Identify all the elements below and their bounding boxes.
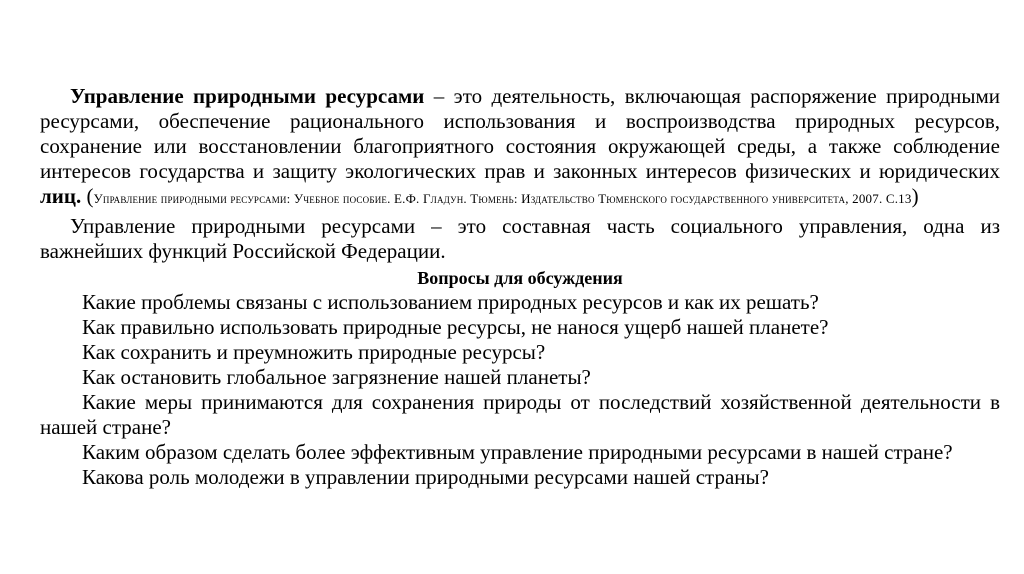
definition-paragraph [40, 84, 1000, 211]
citation-text: Управление природными ресурсами: Учебное пособие. Е.Ф. Гладун. Тюмень: Издательство Тюменского государственного университета, 2007. С.13 [93, 191, 912, 206]
slide-content [40, 84, 1000, 490]
definition-text: – это деятельность, включающая распоряжение природными ресурсами, обеспечение рационального использования и воспроизводства природных ресурсов, сохранение или восстановлении благоприятного состояния окружающей среды, а также соблюдение интересов государства и защиту экологических прав и законных интересов физических и юридических [40, 84, 1001, 183]
question-item: Как правильно использовать природные ресурсы, не нанося ущерб нашей планете? [82, 315, 829, 339]
question-item: Какие меры принимаются для сохранения природы от последствий хозяйственной деятельности в нашей стране? [40, 390, 1000, 439]
question-item: Как остановить глобальное загрязнение нашей планеты? [82, 365, 591, 389]
question-item: Какие проблемы связаны с использованием природных ресурсов и как их решать? [82, 290, 819, 314]
second-paragraph: Управление природными ресурсами – это составная часть социального управления, одна из важнейших функций Российской Федерации. [40, 214, 1000, 263]
discussion-heading: Вопросы для обсуждения [417, 268, 623, 288]
definition-bold-end: лиц. [40, 184, 82, 208]
question-item: Каким образом сделать более эффективным управление природными ресурсами в нашей стране? [82, 440, 953, 464]
question-item: Как сохранить и преумножить природные ресурсы? [82, 340, 546, 364]
definition-term: Управление природными ресурсами [70, 84, 425, 108]
citation-close-paren: ) [911, 184, 919, 208]
citation-open-paren: ( [81, 184, 94, 208]
question-item: Какова роль молодежи в управлении природными ресурсами нашей страны? [82, 465, 769, 489]
